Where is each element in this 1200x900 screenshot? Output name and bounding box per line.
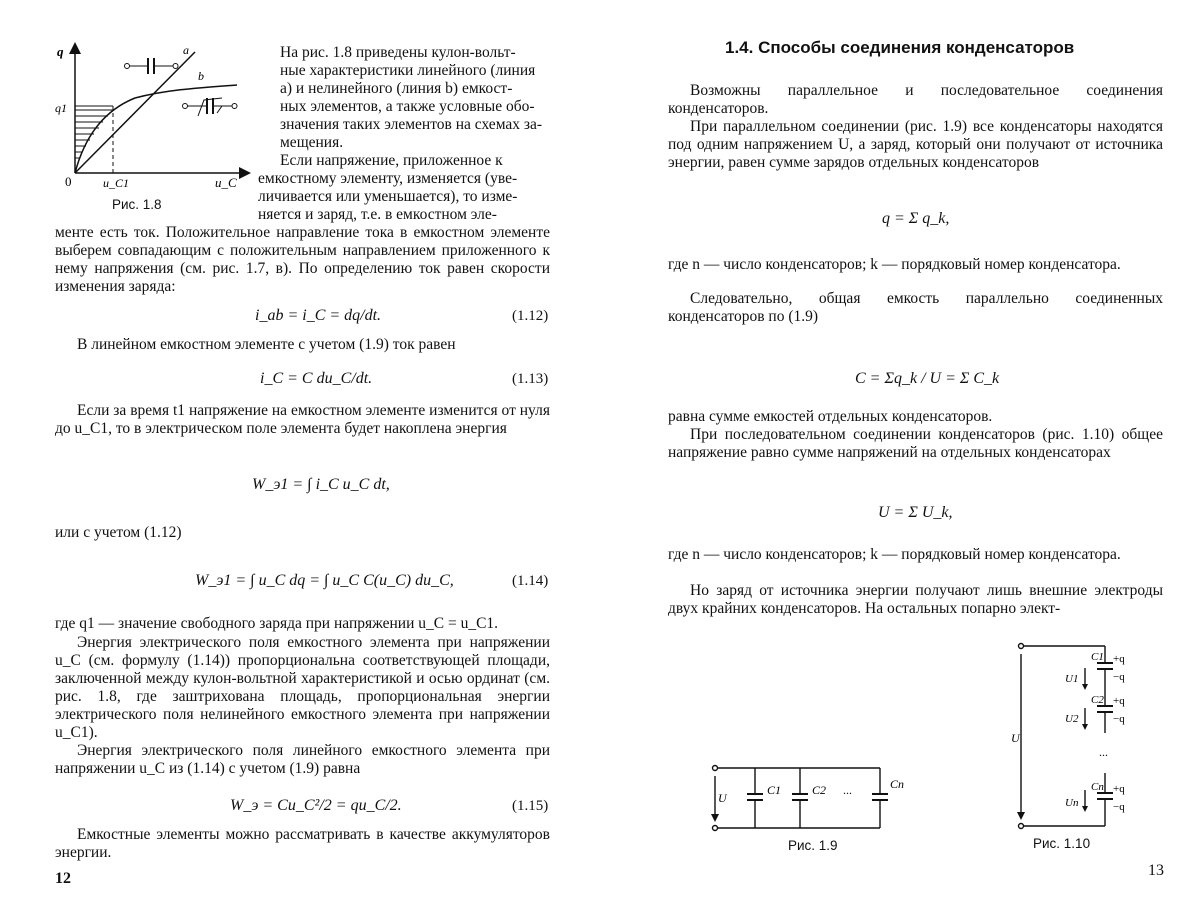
- para-1-line: мещения.: [280, 134, 344, 151]
- para-2: [258, 152, 550, 224]
- fig19-dots: ...: [843, 783, 852, 797]
- fig19-C2: C2: [812, 783, 827, 797]
- para-2-line: Если напряжение, приложенное к: [280, 152, 503, 169]
- para-1: [280, 44, 550, 152]
- para-9: Емкостные элементы можно рассматривать в качестве аккумуляторов энергии.: [55, 826, 550, 861]
- equation-w1: W_э1 = ∫ i_C u_C dt,: [252, 476, 390, 493]
- para-1-line: На рис. 1.8 приведены кулон-вольт-: [280, 44, 516, 61]
- fig110-minus-q: −q: [1113, 671, 1125, 683]
- right-para-8: Но заряд от источника энергии получают лишь внешние электроды двух крайних конденсаторов. На остальных попарно элект-: [668, 582, 1163, 617]
- page-number-right: 13: [1148, 862, 1164, 879]
- fig110-plus-q: +q: [1113, 695, 1125, 707]
- fig110-minus-q: −q: [1113, 801, 1125, 813]
- fig18-uc1-label: u_C1: [103, 176, 130, 190]
- right-page: [600, 0, 1200, 900]
- para-7: Энергия электрического поля емкостного элемента при напряжении u_C (см. формулу (1.14)) пропорциональна соответствующей площади, заключенной между кулон-вольтной характеристикой и осью ординат (см. рис. 1.8, где заштрихована площадь, пропорциональная энергии электрического поля нелинейного емкостного элемента при напряжении u_C1).: [55, 634, 550, 741]
- equation-C-sum: C = Σq_k / U = Σ C_k: [855, 370, 1000, 387]
- equation-q-sum: q = Σ q_k,: [882, 210, 950, 227]
- para-3: В линейном емкостном элементе с учетом (1.9) ток равен: [77, 336, 456, 353]
- para-2-line: емкостному элементу, изменяется (уве-: [258, 170, 518, 187]
- para-2-line: личивается или уменьшается), то изме-: [258, 188, 518, 205]
- para-8: Энергия электрического поля линейного емкостного элемента при напряжении u_C из (1.14) с учетом (1.9) равна: [55, 742, 550, 777]
- fig110-U1: U1: [1065, 673, 1079, 685]
- right-para-7: где n — число конденсаторов; k — порядковый номер конденсатора.: [668, 546, 1121, 563]
- equation-1-14-number: (1.14): [512, 573, 549, 589]
- fig18-q1-label: q1: [55, 101, 67, 115]
- fig110-caption: Рис. 1.10: [1033, 836, 1091, 851]
- right-para-4: Следовательно, общая емкость параллельно соединенных конденсаторов по (1.9): [668, 290, 1163, 325]
- fig110-U2: U2: [1065, 713, 1079, 725]
- fig110-C1: C1: [1091, 651, 1104, 663]
- fig18-line-b-label: b: [198, 69, 204, 83]
- fig110-U: U: [1011, 731, 1020, 745]
- right-para-2: При параллельном соединении (рис. 1.9) все конденсаторы находятся под одним напряжением U, а заряд, который они получают от источника энергии, равен сумме зарядов отдельных конденсаторов: [668, 118, 1163, 171]
- fig19-C1: C1: [767, 783, 782, 797]
- linear-capacitor-symbol: [125, 58, 179, 74]
- fig19-U: U: [718, 791, 727, 805]
- page-number-left: 12: [55, 870, 71, 887]
- fig110-plus-q: +q: [1113, 783, 1125, 795]
- fig110-Un: Un: [1065, 797, 1079, 809]
- fig110-C2: C2: [1091, 694, 1104, 706]
- fig18-caption: Рис. 1.8: [112, 197, 162, 212]
- figure-1-9: [705, 760, 925, 840]
- fig110-minus-q: −q: [1113, 713, 1125, 725]
- nonlinear-capacitor-symbol: [183, 98, 238, 116]
- fig19-Cn: Cn: [890, 777, 905, 791]
- equation-1-14: W_э1 = ∫ u_C dq = ∫ u_C C(u_C) du_C,: [195, 572, 454, 589]
- para-1-line: ных элементов, а также условные обо-: [280, 98, 535, 115]
- para-1-line: ные характеристики линейного (линия: [280, 62, 536, 79]
- fig110-plus-q: +q: [1113, 653, 1125, 665]
- right-para-6: При последовательном соединении конденсаторов (рис. 1.10) общее напряжение равно сумме напряжений на отдельных конденсаторах: [668, 426, 1163, 461]
- equation-1-12: i_ab = i_C = dq/dt.: [255, 307, 382, 324]
- fig18-y-label: q: [57, 44, 64, 59]
- para-6: где q1 — значение свободного заряда при напряжении u_C = u_C1.: [55, 615, 499, 632]
- fig110-dots: ...: [1099, 745, 1108, 759]
- fig18-line-a-label: a: [183, 43, 189, 57]
- fig18-origin: 0: [65, 174, 72, 189]
- para-1-line: значения таких элементов на схемах за-: [280, 116, 543, 133]
- section-heading: 1.4. Способы соединения конденсаторов: [725, 38, 1075, 57]
- line-a: [75, 52, 195, 173]
- equation-1-15: W_э = Cu_C²/2 = qu_C/2.: [230, 797, 402, 814]
- fig19-caption: Рис. 1.9: [788, 838, 838, 853]
- para-5: или с учетом (1.12): [55, 524, 182, 541]
- right-para-1: Возможны параллельное и последовательное соединения конденсаторов.: [668, 82, 1163, 117]
- para-2-continued: менте есть ток. Положительное направление тока в емкостном элементе выберем совпадающим с положительным направлением приложенного к нему напряжения (см. рис. 1.7, в). По определению ток равен скорости изменения заряда:: [55, 224, 550, 295]
- right-para-3: где n — число конденсаторов; k — порядковый номер конденсатора.: [668, 256, 1121, 273]
- figure-1-10: [1011, 638, 1155, 833]
- para-2-line: няется и заряд, т.е. в емкостном эле-: [258, 206, 497, 223]
- para-1-line: a) и нелинейного (линия b) емкост-: [280, 80, 513, 97]
- figure-1-8: [55, 40, 260, 215]
- equation-U-sum: U = Σ U_k,: [878, 504, 953, 521]
- equation-1-13: i_C = C du_C/dt.: [260, 370, 373, 387]
- equation-1-13-number: (1.13): [512, 371, 549, 387]
- para-4: Если за время t1 напряжение на емкостном элементе изменится от нуля до u_C1, то в электрическом поле элемента будет накоплена энергия: [55, 402, 550, 437]
- fig110-Cn: Cn: [1091, 781, 1104, 793]
- fig18-x-label: u_C: [215, 175, 237, 190]
- right-para-5: равна сумме емкостей отдельных конденсаторов.: [668, 408, 993, 425]
- equation-1-12-number: (1.12): [512, 308, 549, 324]
- equation-1-15-number: (1.15): [512, 798, 549, 814]
